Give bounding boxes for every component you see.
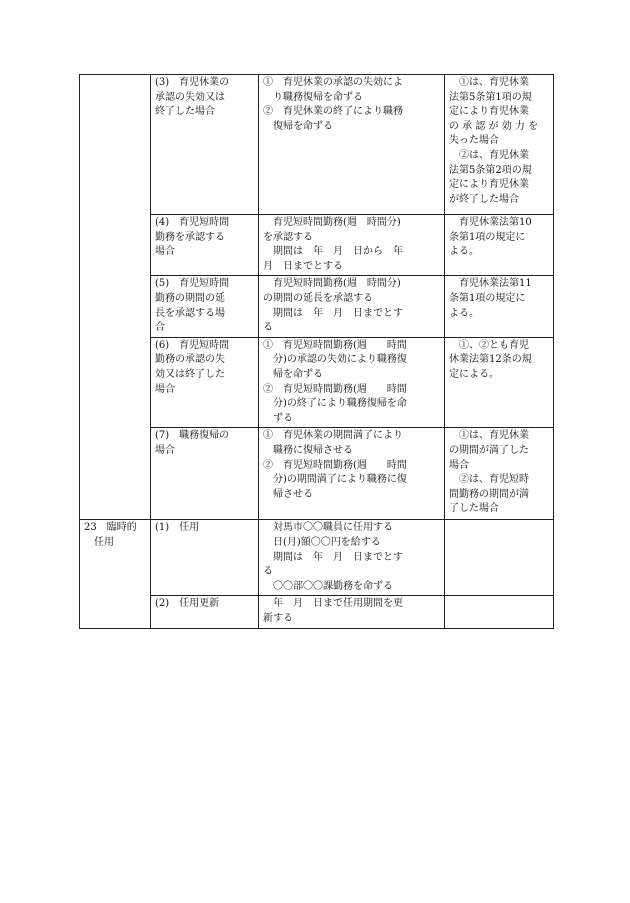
content-cell: 育児短時間勤務(週 時間分) の期間の延長を承認する 期間は 年 月 日までとす る <box>259 276 445 337</box>
content-cell: ① 育児休業の期間満了により 職務に復帰させる ② 育児短時間勤務(週 時間 分)の期間満了により職務に復 帰させる <box>259 428 445 520</box>
table-row <box>80 428 554 520</box>
subcategory-cell: (4) 育児短時間 勤務を承認する 場合 <box>151 215 259 276</box>
note-cell <box>445 596 554 629</box>
table-row <box>80 337 554 428</box>
content-cell: 育児短時間勤務(週 時間分) を承認する 期間は 年 月 日から 年 月 日までとする <box>259 215 445 276</box>
table-row <box>80 596 554 629</box>
subcategory-cell: (6) 育児短時間 勤務の承認の失 効又は終了した 場合 <box>151 337 259 428</box>
table-row <box>80 215 554 276</box>
subcategory-cell: (5) 育児短時間 勤務の期間の延 長を承認する場 合 <box>151 276 259 337</box>
note-cell: ①は、育児休業 法第5条第1項の規 定により育児休業 の 承 認 が 効 力 を 失った場合 ②は、育児休業 法第5条第2項の規 定により育児休業 が終了した場合 <box>445 75 554 215</box>
category-cell: 23 臨時的 任用 <box>80 520 151 629</box>
table-row <box>80 520 554 596</box>
content-cell: ① 育児短時間勤務(週 時間 分)の承認の失効により職務復 帰を命ずる ② 育児短時間勤務(週 時間 分)の終了により職務復帰を命 ずる <box>259 337 445 428</box>
note-cell: 育児休業法第11 条第1項の規定に よる。 <box>445 276 554 337</box>
note-cell: ①、②とも育児 休業法第12条の規 定による。 <box>445 337 554 428</box>
note-cell: 育児休業法第10 条第1項の規定に よる。 <box>445 215 554 276</box>
note-cell <box>445 520 554 596</box>
subcategory-cell: (2) 任用更新 <box>151 596 259 629</box>
content-cell: 対馬市〇〇職員に任用する 日(月)額〇〇円を給する 期間は 年 月 日までとす る 〇〇部〇〇課勤務を命ずる <box>259 520 445 596</box>
table-row <box>80 276 554 337</box>
content-cell: ① 育児休業の承認の失効によ り職務復帰を命ずる ② 育児休業の終了により職務 復帰を命ずる <box>259 75 445 215</box>
personnel-order-table <box>79 74 554 629</box>
content-cell: 年 月 日まで任用期間を更 新する <box>259 596 445 629</box>
subcategory-cell: (7) 職務復帰の 場合 <box>151 428 259 520</box>
table-row <box>80 75 554 215</box>
subcategory-cell: (1) 任用 <box>151 520 259 596</box>
subcategory-cell: (3) 育児休業の 承認の失効又は 終了した場合 <box>151 75 259 215</box>
note-cell: ①は、育児休業 の期間が満了した 場合 ②は、育児短時 間勤務の期間が満 了した場合 <box>445 428 554 520</box>
category-cell <box>80 75 151 520</box>
